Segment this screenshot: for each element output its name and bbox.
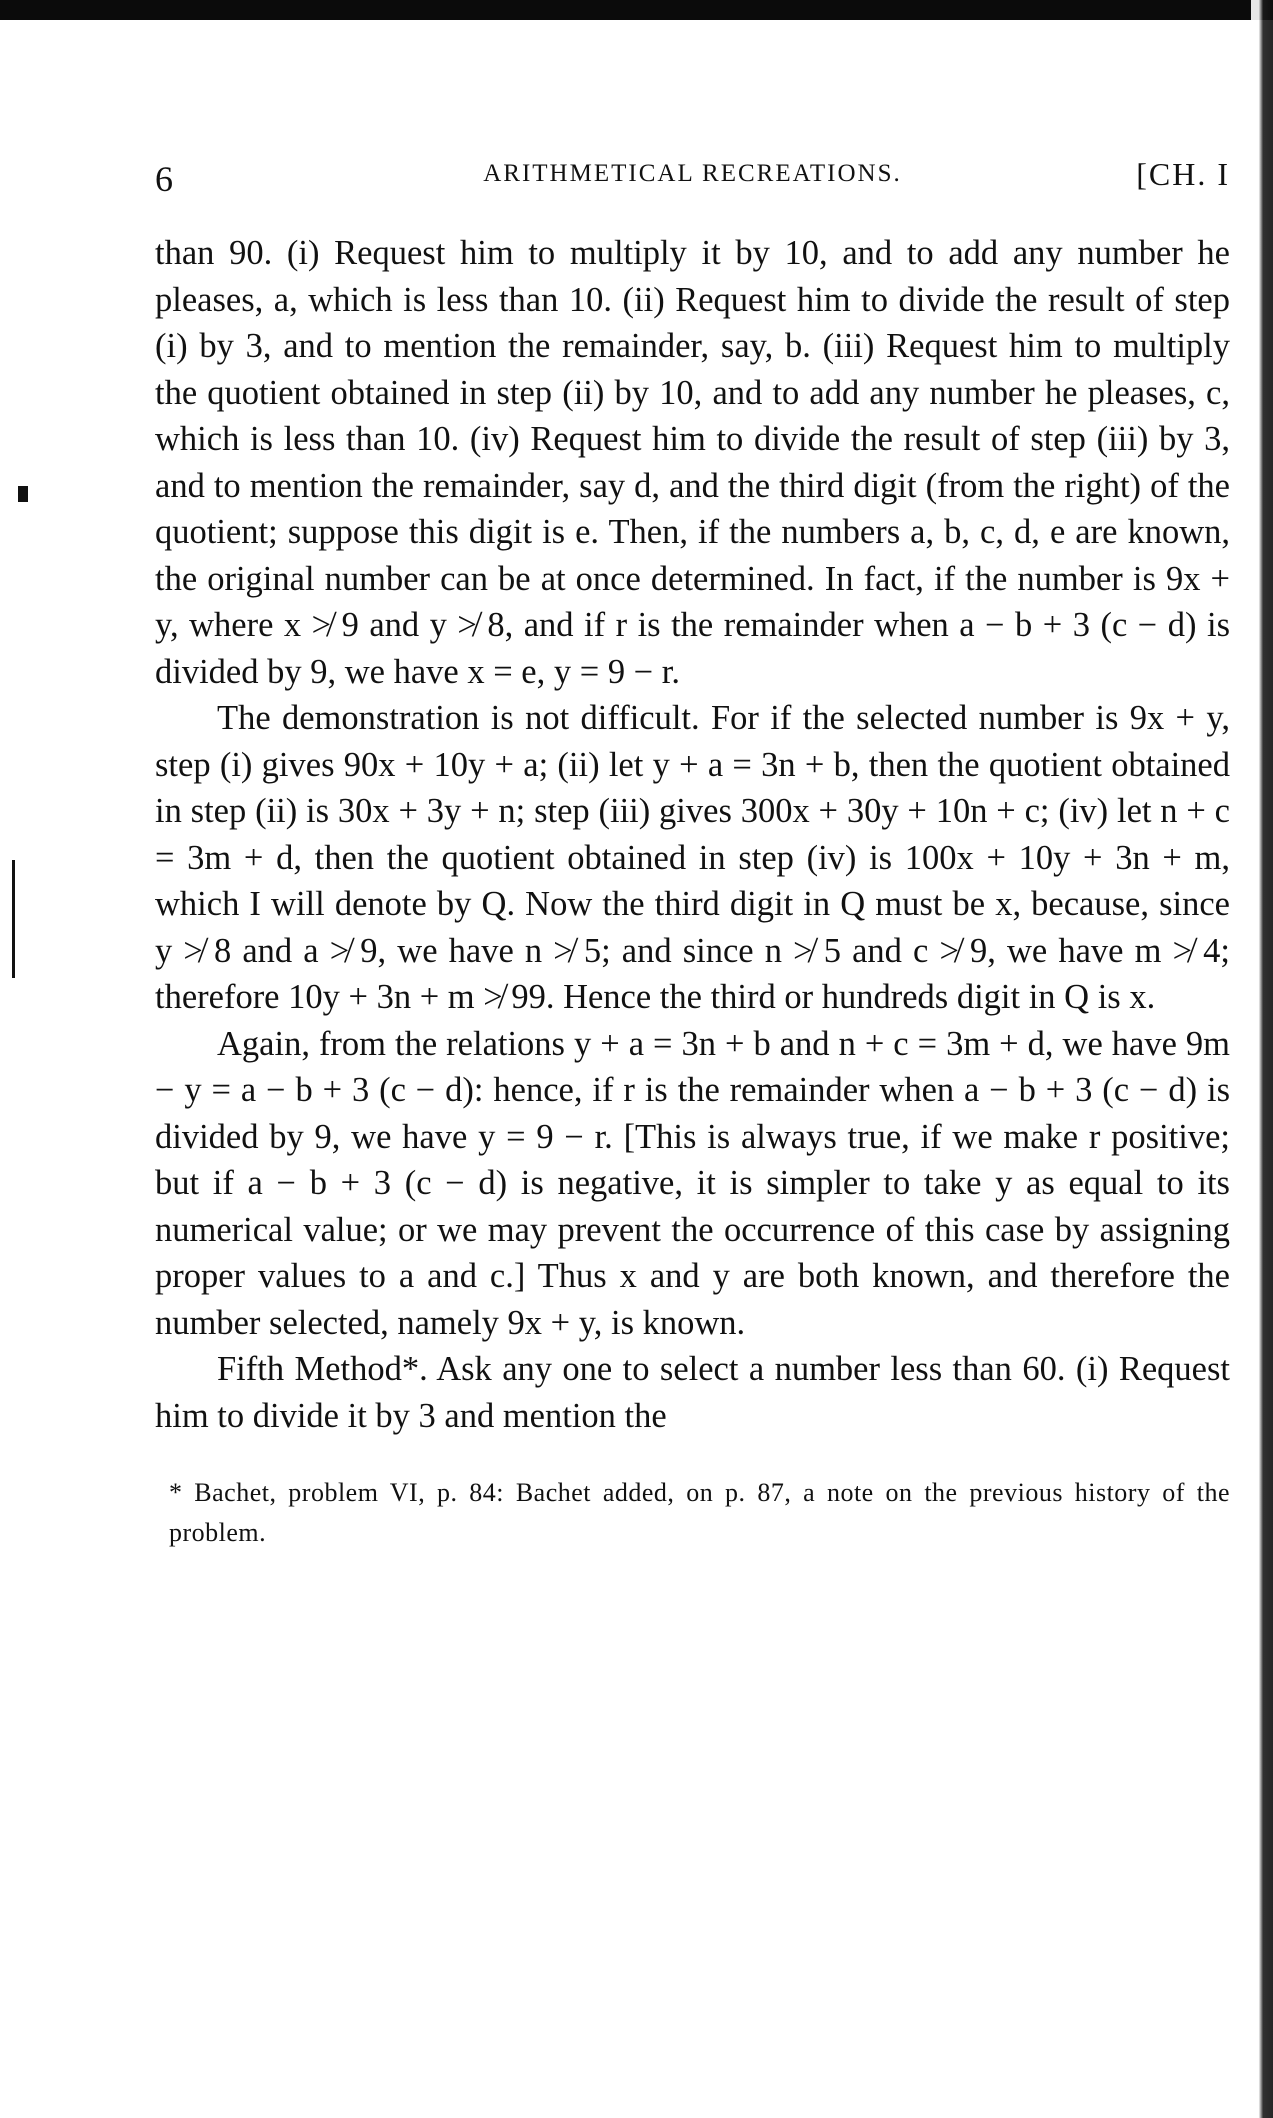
paragraph-continued: than 90. (i) Request him to multiply it by 10, and to add any number he pleases, a, which is less than 10. (ii) Request him to divide the result of step (i) by 3, and to mention the remainder, say, b. (iii) Request him to multiply the quotient obtained in step (ii) by 10, and to add any number he pleases, c, which is less than 10. (iv) Request him to divide the result of step (iii) by 3, and to mention the remainder, say d, and the third digit (from the right) of the quotient; suppose this digit is e. Then, if the numbers a, b, c, d, e are known, the original number can be at once determined. In fact, if the number is 9x + y, where x ≯ 9 and y ≯ 8, and if r is the remainder when a − b + 3 (c − d) is divided by 9, we have x = e, y = 9 − r. [155, 234, 1230, 691]
page-number: 6 [155, 159, 173, 199]
paragraph-fifth-method: Fifth Method*. Ask any one to select a number less than 60. (i) Request him to divide it by 3 and mention the [155, 1350, 1230, 1435]
running-title: ARITHMETICAL RECREATIONS. [483, 160, 902, 187]
footnote: * Bachet, problem VI, p. 84: Bachet added, on p. 87, a note on the previous history of the problem. [169, 1478, 1230, 1547]
body-text [155, 230, 1230, 1439]
paragraph-again: Again, from the relations y + a = 3n + b and n + c = 3m + d, we have 9m − y = a − b + 3 (c − d): hence, if r is the remainder when a − b + 3 (c − d) is divided by 9, we have y = 9 − r. [This is always true, if we make r positive; but if a − b + 3 (c − d) is negative, it is simpler to take y as equal to its numerical value; or we may prevent the occurrence of this case by assigning proper values to a and c.] Thus x and y are both known, and therefore the number selected, namely 9x + y, is known. [155, 1024, 1230, 1342]
margin-mark [12, 860, 15, 978]
scan-border-right [1251, 0, 1273, 2118]
book-page [155, 150, 1230, 1553]
running-head [155, 150, 1230, 210]
chapter-reference: [CH. I [1136, 156, 1230, 192]
paragraph-demonstration: The demonstration is not difficult. For if the selected number is 9x + y, step (i) gives 90x + 10y + a; (ii) let y + a = 3n + b, then the quotient obtained in step (ii) is 30x + 3y + n; step (iii) gives 300x + 30y + 10n + c; (iv) let n + c = 3m + d, then the quotient obtained in step (iv) is 100x + 10y + 3n + m, which I will denote by Q. Now the third digit in Q must be x, because, since y ≯ 8 and a ≯ 9, we have n ≯ 5; and since n ≯ 5 and c ≯ 9, we have m ≯ 4; therefore 10y + 3n + m ≯ 99. Hence the third or hundreds digit in Q is x. [155, 699, 1230, 1016]
scan-border-top [0, 0, 1273, 20]
margin-mark [18, 486, 28, 502]
